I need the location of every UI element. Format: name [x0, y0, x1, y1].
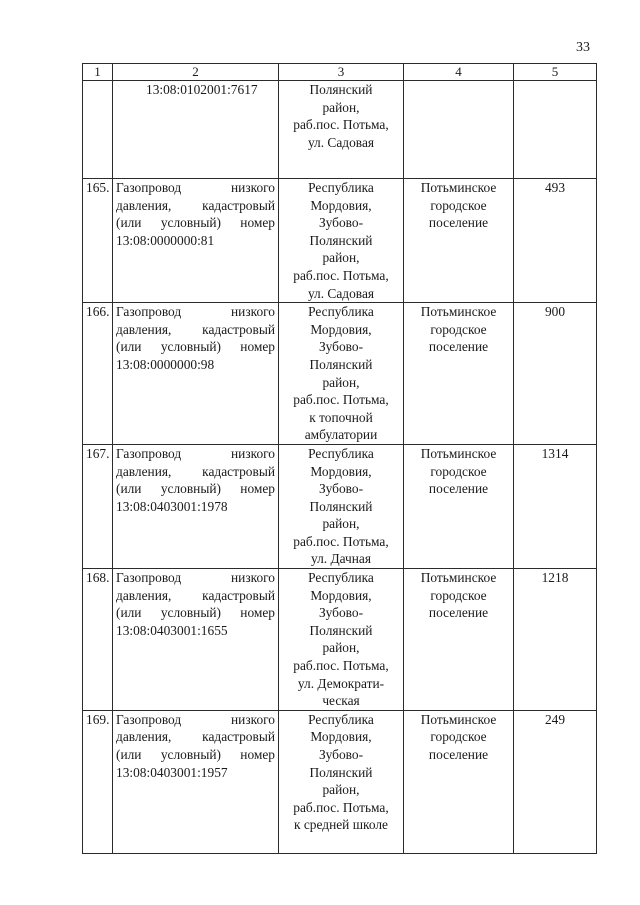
object-name-line: 13:08:0000000:98: [116, 356, 215, 372]
settlement-cell: [404, 569, 514, 711]
property-registry-table: [82, 63, 597, 854]
header-row: [83, 64, 597, 81]
object-name-line: Газопровод низкого: [116, 445, 275, 461]
address-line: ческая: [322, 693, 360, 709]
address-cell: [279, 81, 404, 179]
settlement-line: Потьминское: [420, 304, 497, 320]
address-line: Зубово-: [318, 481, 364, 497]
length-cell: [514, 81, 597, 179]
object-name-line: Газопровод низкого: [116, 180, 275, 195]
object-name-line: Газопровод низкого: [116, 711, 275, 727]
settlement-cell: [404, 710, 514, 853]
settlement-line: поселение: [428, 747, 489, 762]
settlement-line: городское: [430, 463, 487, 479]
address-line: Полянский: [309, 232, 373, 248]
address-cell: [279, 303, 404, 445]
table-row: [83, 710, 597, 853]
object-name-line: (или условный) номер: [116, 747, 275, 762]
address-line: Полянский: [309, 764, 373, 780]
address-line: район,: [322, 640, 360, 656]
length-cell: 493: [514, 179, 597, 303]
address-cell: [279, 710, 404, 853]
address-line: раб.пос. Потьма,: [293, 658, 389, 674]
address-line: Республика: [308, 711, 374, 727]
object-name-cell: [113, 179, 279, 303]
address-line: Полянский: [309, 498, 373, 514]
address-line: раб.пос. Потьма,: [293, 533, 389, 549]
row-number-cell: 165.: [83, 179, 113, 303]
settlement-line: городское: [430, 587, 487, 603]
table-row: [83, 444, 597, 568]
column-header-number: 1: [83, 64, 113, 81]
address-line: Мордовия,: [310, 729, 372, 745]
address-line: Мордовия,: [310, 197, 372, 213]
address-line: район,: [322, 782, 360, 798]
address-line: ул. Садовая: [307, 134, 375, 150]
object-name-cell: [113, 444, 279, 568]
object-name-line: 13:08:0000000:81: [116, 232, 215, 248]
address-line: район,: [322, 99, 360, 115]
table-header: [83, 64, 597, 81]
address-line: Республика: [308, 304, 374, 320]
object-name-line: Газопровод низкого: [116, 304, 275, 320]
object-name-line: 13:08:0403001:1978: [116, 498, 228, 514]
settlement-line: Потьминское: [420, 570, 497, 586]
settlement-cell: [404, 303, 514, 445]
object-name-line: Газопровод низкого: [116, 570, 275, 586]
address-line: ул. Дачная: [310, 551, 372, 567]
address-cell: [279, 179, 404, 303]
object-name-cell: [113, 81, 279, 179]
settlement-line: городское: [430, 729, 487, 745]
object-name-cell: [113, 569, 279, 711]
address-line: Зубово-: [318, 339, 364, 355]
object-name-line: давления, кадастровый: [116, 463, 275, 479]
column-header-length: 5: [514, 64, 597, 81]
address-line: Республика: [308, 445, 374, 461]
column-header-settlement: 4: [404, 64, 514, 81]
column-header-address: 3: [279, 64, 404, 81]
table-row: [83, 569, 597, 711]
address-line: амбулатории: [304, 427, 378, 443]
address-line: раб.пос. Потьма,: [293, 392, 389, 408]
address-line: Мордовия,: [310, 321, 372, 337]
settlement-line: городское: [430, 321, 487, 337]
address-cell: [279, 569, 404, 711]
address-line: Полянский: [309, 82, 373, 97]
length-cell: 249: [514, 710, 597, 853]
address-line: район,: [322, 250, 360, 266]
object-name-line: 13:08:0403001:1655: [116, 622, 228, 638]
object-name-line: 13:08:0403001:1957: [116, 764, 228, 780]
length-cell: 900: [514, 303, 597, 445]
address-line: район,: [322, 516, 360, 532]
object-name-line: 13:08:0102001:7617: [146, 82, 258, 97]
object-name-line: (или условный) номер: [116, 605, 275, 621]
object-name-cell: [113, 710, 279, 853]
address-line: к топочной: [309, 409, 373, 425]
settlement-line: Потьминское: [420, 445, 497, 461]
settlement-line: Потьминское: [420, 180, 497, 195]
settlement-line: Потьминское: [420, 711, 497, 727]
settlement-line: поселение: [428, 605, 489, 621]
table-row: [83, 179, 597, 303]
row-number-cell: 169.: [83, 710, 113, 853]
settlement-line: поселение: [428, 215, 489, 231]
object-name-line: (или условный) номер: [116, 481, 275, 497]
settlement-line: поселение: [428, 481, 489, 497]
page-number: 33: [576, 40, 590, 55]
address-line: Мордовия,: [310, 587, 372, 603]
address-line: Мордовия,: [310, 463, 372, 479]
table-row-continuation: [83, 81, 597, 179]
address-line: к средней школе: [294, 817, 388, 833]
settlement-cell: [404, 444, 514, 568]
address-line: раб.пос. Потьма,: [293, 117, 389, 133]
settlement-line: поселение: [428, 339, 489, 355]
address-line: Зубово-: [318, 215, 364, 231]
address-line: раб.пос. Потьма,: [293, 267, 389, 283]
address-line: ул. Садовая: [307, 285, 375, 301]
object-name-line: давления, кадастровый: [116, 321, 275, 337]
table-row: [83, 303, 597, 445]
address-line: район,: [322, 374, 360, 390]
object-name-line: (или условный) номер: [116, 215, 275, 231]
row-number-cell: [83, 81, 113, 179]
table-body: [83, 81, 597, 854]
address-line: раб.пос. Потьма,: [293, 799, 389, 815]
settlement-cell: [404, 81, 514, 179]
object-name-cell: [113, 303, 279, 445]
address-cell: [279, 444, 404, 568]
row-number-cell: 166.: [83, 303, 113, 445]
length-cell: 1218: [514, 569, 597, 711]
address-line: Зубово-: [318, 747, 364, 762]
column-header-name: 2: [113, 64, 279, 81]
object-name-line: давления, кадастровый: [116, 587, 275, 603]
object-name-line: давления, кадастровый: [116, 197, 275, 213]
settlement-cell: [404, 179, 514, 303]
settlement-line: городское: [430, 197, 487, 213]
address-line: Полянский: [309, 622, 373, 638]
address-line: Зубово-: [318, 605, 364, 621]
object-name-line: (или условный) номер: [116, 339, 275, 355]
object-name-line: давления, кадастровый: [116, 729, 275, 745]
address-line: Республика: [308, 180, 374, 195]
address-line: Республика: [308, 570, 374, 586]
row-number-cell: 167.: [83, 444, 113, 568]
address-line: Полянский: [309, 356, 373, 372]
row-number-cell: 168.: [83, 569, 113, 711]
address-line: ул. Демократи-: [297, 675, 385, 691]
length-cell: 1314: [514, 444, 597, 568]
